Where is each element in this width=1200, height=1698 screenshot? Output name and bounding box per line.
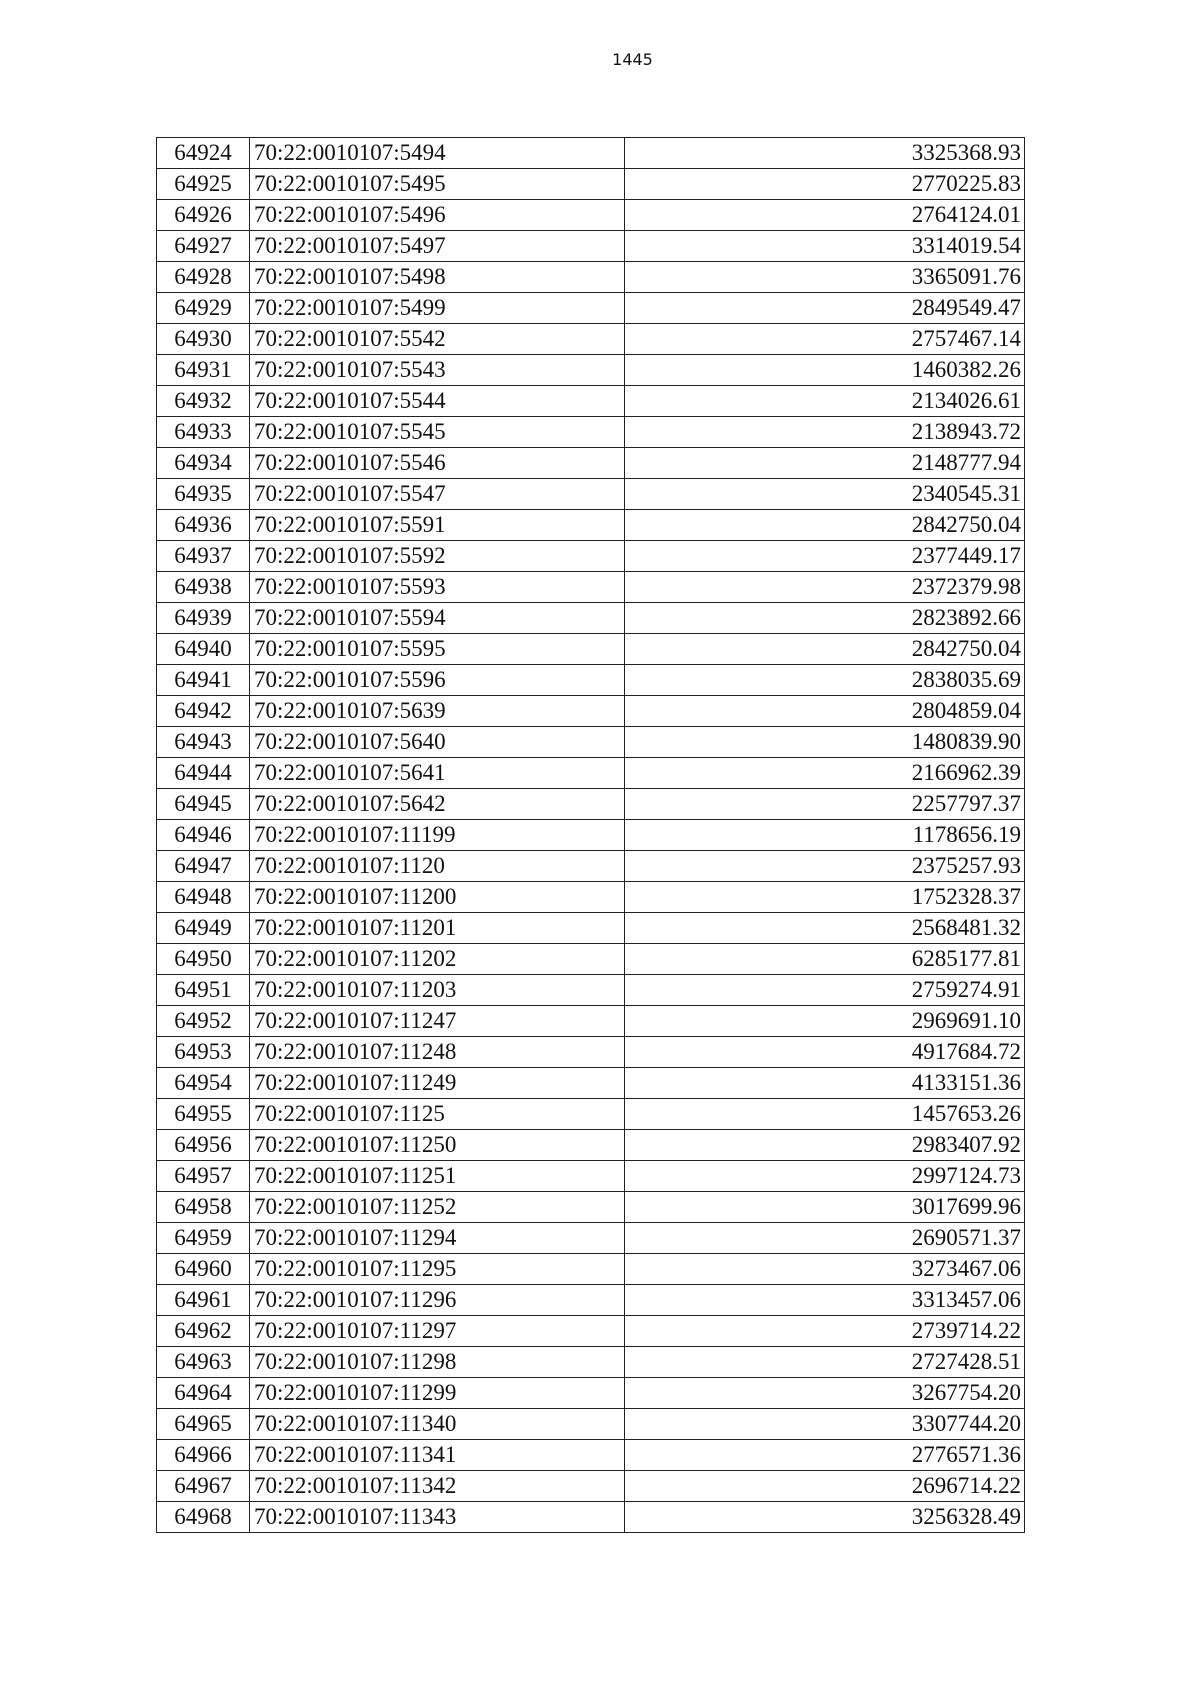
row-number-cell: 64933 <box>157 417 250 448</box>
cadastral-number-cell: 70:22:0010107:11296 <box>250 1285 625 1316</box>
cadastral-number-cell: 70:22:0010107:5498 <box>250 262 625 293</box>
cadastral-value-cell: 2759274.91 <box>625 975 1025 1006</box>
cadastral-number-cell: 70:22:0010107:11199 <box>250 820 625 851</box>
cadastral-value-cell: 1480839.90 <box>625 727 1025 758</box>
table-row <box>157 200 1025 231</box>
table-row <box>157 1006 1025 1037</box>
row-number-cell: 64963 <box>157 1347 250 1378</box>
row-number-cell: 64951 <box>157 975 250 1006</box>
cadastral-value-cell: 2727428.51 <box>625 1347 1025 1378</box>
cadastral-number-cell: 70:22:0010107:5639 <box>250 696 625 727</box>
cadastral-number-cell: 70:22:0010107:5594 <box>250 603 625 634</box>
cadastral-number-cell: 70:22:0010107:11248 <box>250 1037 625 1068</box>
row-number-cell: 64928 <box>157 262 250 293</box>
table-row <box>157 1502 1025 1533</box>
table-row <box>157 293 1025 324</box>
row-number-cell: 64936 <box>157 510 250 541</box>
cadastral-value-cell: 1457653.26 <box>625 1099 1025 1130</box>
cadastral-value-cell: 2969691.10 <box>625 1006 1025 1037</box>
cadastral-value-cell: 3325368.93 <box>625 138 1025 169</box>
cadastral-number-cell: 70:22:0010107:5495 <box>250 169 625 200</box>
table-row <box>157 1068 1025 1099</box>
cadastral-value-cell: 2166962.39 <box>625 758 1025 789</box>
cadastral-number-cell: 70:22:0010107:11203 <box>250 975 625 1006</box>
row-number-cell: 64960 <box>157 1254 250 1285</box>
cadastral-number-cell: 70:22:0010107:11341 <box>250 1440 625 1471</box>
table-row <box>157 572 1025 603</box>
cadastral-value-cell: 2257797.37 <box>625 789 1025 820</box>
cadastral-number-cell: 70:22:0010107:5641 <box>250 758 625 789</box>
cadastral-number-cell: 70:22:0010107:11202 <box>250 944 625 975</box>
cadastral-value-cell: 2134026.61 <box>625 386 1025 417</box>
table-row <box>157 727 1025 758</box>
cadastral-value-cell: 2823892.66 <box>625 603 1025 634</box>
row-number-cell: 64941 <box>157 665 250 696</box>
row-number-cell: 64932 <box>157 386 250 417</box>
cadastral-value-cell: 2375257.93 <box>625 851 1025 882</box>
cadastral-number-cell: 70:22:0010107:5546 <box>250 448 625 479</box>
cadastral-value-cell: 2838035.69 <box>625 665 1025 696</box>
table-row <box>157 665 1025 696</box>
row-number-cell: 64934 <box>157 448 250 479</box>
table-row <box>157 1254 1025 1285</box>
table-row <box>157 603 1025 634</box>
cadastral-value-cell: 3307744.20 <box>625 1409 1025 1440</box>
cadastral-value-cell: 2739714.22 <box>625 1316 1025 1347</box>
row-number-cell: 64955 <box>157 1099 250 1130</box>
table-row <box>157 1378 1025 1409</box>
row-number-cell: 64945 <box>157 789 250 820</box>
row-number-cell: 64956 <box>157 1130 250 1161</box>
cadastral-value-cell: 6285177.81 <box>625 944 1025 975</box>
cadastral-value-cell: 2849549.47 <box>625 293 1025 324</box>
cadastral-number-cell: 70:22:0010107:11294 <box>250 1223 625 1254</box>
cadastral-value-cell: 3313457.06 <box>625 1285 1025 1316</box>
table-row <box>157 510 1025 541</box>
cadastral-value-cell: 2842750.04 <box>625 634 1025 665</box>
cadastral-value-cell: 2696714.22 <box>625 1471 1025 1502</box>
cadastral-number-cell: 70:22:0010107:1120 <box>250 851 625 882</box>
row-number-cell: 64940 <box>157 634 250 665</box>
cadastral-value-cell: 3273467.06 <box>625 1254 1025 1285</box>
row-number-cell: 64966 <box>157 1440 250 1471</box>
row-number-cell: 64935 <box>157 479 250 510</box>
row-number-cell: 64962 <box>157 1316 250 1347</box>
row-number-cell: 64957 <box>157 1161 250 1192</box>
cadastral-number-cell: 70:22:0010107:11297 <box>250 1316 625 1347</box>
cadastral-number-cell: 70:22:0010107:5593 <box>250 572 625 603</box>
table-row <box>157 169 1025 200</box>
row-number-cell: 64924 <box>157 138 250 169</box>
table-row <box>157 1192 1025 1223</box>
cadastral-number-cell: 70:22:0010107:5496 <box>250 200 625 231</box>
cadastral-value-cell: 2770225.83 <box>625 169 1025 200</box>
cadastral-value-cell: 2757467.14 <box>625 324 1025 355</box>
page-number: 1445 <box>612 50 653 69</box>
row-number-cell: 64926 <box>157 200 250 231</box>
row-number-cell: 64948 <box>157 882 250 913</box>
cadastral-number-cell: 70:22:0010107:11250 <box>250 1130 625 1161</box>
cadastral-number-cell: 70:22:0010107:11340 <box>250 1409 625 1440</box>
row-number-cell: 64958 <box>157 1192 250 1223</box>
cadastral-number-cell: 70:22:0010107:5494 <box>250 138 625 169</box>
cadastral-number-cell: 70:22:0010107:5596 <box>250 665 625 696</box>
row-number-cell: 64943 <box>157 727 250 758</box>
row-number-cell: 64944 <box>157 758 250 789</box>
cadastral-number-cell: 70:22:0010107:5542 <box>250 324 625 355</box>
cadastral-value-cell: 2372379.98 <box>625 572 1025 603</box>
row-number-cell: 64946 <box>157 820 250 851</box>
table-row <box>157 913 1025 944</box>
cadastral-value-cell: 1178656.19 <box>625 820 1025 851</box>
cadastral-value-cell: 4133151.36 <box>625 1068 1025 1099</box>
cadastral-number-cell: 70:22:0010107:11249 <box>250 1068 625 1099</box>
cadastral-number-cell: 70:22:0010107:5545 <box>250 417 625 448</box>
table-row <box>157 324 1025 355</box>
table-row <box>157 1161 1025 1192</box>
cadastral-number-cell: 70:22:0010107:5591 <box>250 510 625 541</box>
row-number-cell: 64961 <box>157 1285 250 1316</box>
cadastral-value-cell: 2138943.72 <box>625 417 1025 448</box>
cadastral-number-cell: 70:22:0010107:5497 <box>250 231 625 262</box>
cadastral-value-cell: 2804859.04 <box>625 696 1025 727</box>
cadastral-value-cell: 2377449.17 <box>625 541 1025 572</box>
cadastral-value-table <box>156 137 1025 1533</box>
row-number-cell: 64949 <box>157 913 250 944</box>
row-number-cell: 64930 <box>157 324 250 355</box>
table-row <box>157 541 1025 572</box>
table-row <box>157 820 1025 851</box>
row-number-cell: 64947 <box>157 851 250 882</box>
cadastral-number-cell: 70:22:0010107:11342 <box>250 1471 625 1502</box>
cadastral-value-cell: 3017699.96 <box>625 1192 1025 1223</box>
table-body <box>157 138 1025 1533</box>
cadastral-value-cell: 4917684.72 <box>625 1037 1025 1068</box>
row-number-cell: 64954 <box>157 1068 250 1099</box>
cadastral-value-cell: 3365091.76 <box>625 262 1025 293</box>
cadastral-number-cell: 70:22:0010107:5592 <box>250 541 625 572</box>
row-number-cell: 64929 <box>157 293 250 324</box>
table-row <box>157 1409 1025 1440</box>
row-number-cell: 64952 <box>157 1006 250 1037</box>
cadastral-number-cell: 70:22:0010107:11298 <box>250 1347 625 1378</box>
table-row <box>157 355 1025 386</box>
cadastral-number-cell: 70:22:0010107:11201 <box>250 913 625 944</box>
table-row <box>157 634 1025 665</box>
cadastral-value-cell: 2764124.01 <box>625 200 1025 231</box>
table-row <box>157 1130 1025 1161</box>
row-number-cell: 64931 <box>157 355 250 386</box>
cadastral-number-cell: 70:22:0010107:11295 <box>250 1254 625 1285</box>
table-row <box>157 789 1025 820</box>
cadastral-number-cell: 70:22:0010107:5499 <box>250 293 625 324</box>
table-row <box>157 851 1025 882</box>
cadastral-number-cell: 70:22:0010107:11247 <box>250 1006 625 1037</box>
table-row <box>157 417 1025 448</box>
table-row <box>157 758 1025 789</box>
row-number-cell: 64939 <box>157 603 250 634</box>
table-row <box>157 1223 1025 1254</box>
row-number-cell: 64965 <box>157 1409 250 1440</box>
table-row <box>157 882 1025 913</box>
cadastral-number-cell: 70:22:0010107:11343 <box>250 1502 625 1533</box>
cadastral-number-cell: 70:22:0010107:5544 <box>250 386 625 417</box>
cadastral-number-cell: 70:22:0010107:5543 <box>250 355 625 386</box>
row-number-cell: 64925 <box>157 169 250 200</box>
cadastral-number-cell: 70:22:0010107:5547 <box>250 479 625 510</box>
table-row <box>157 1037 1025 1068</box>
cadastral-value-cell: 2776571.36 <box>625 1440 1025 1471</box>
cadastral-number-cell: 70:22:0010107:11200 <box>250 882 625 913</box>
cadastral-number-cell: 70:22:0010107:11251 <box>250 1161 625 1192</box>
cadastral-value-cell: 1752328.37 <box>625 882 1025 913</box>
cadastral-value-cell: 3256328.49 <box>625 1502 1025 1533</box>
cadastral-value-cell: 2690571.37 <box>625 1223 1025 1254</box>
row-number-cell: 64942 <box>157 696 250 727</box>
table-row <box>157 1285 1025 1316</box>
cadastral-number-cell: 70:22:0010107:1125 <box>250 1099 625 1130</box>
table-row <box>157 1347 1025 1378</box>
table-row <box>157 138 1025 169</box>
table-row <box>157 448 1025 479</box>
cadastral-number-cell: 70:22:0010107:5642 <box>250 789 625 820</box>
cadastral-value-cell: 2340545.31 <box>625 479 1025 510</box>
cadastral-value-cell: 2997124.73 <box>625 1161 1025 1192</box>
row-number-cell: 64938 <box>157 572 250 603</box>
table-row <box>157 1316 1025 1347</box>
cadastral-number-cell: 70:22:0010107:11299 <box>250 1378 625 1409</box>
table-row <box>157 1099 1025 1130</box>
row-number-cell: 64950 <box>157 944 250 975</box>
cadastral-value-cell: 2842750.04 <box>625 510 1025 541</box>
cadastral-table-container <box>156 137 1025 1533</box>
row-number-cell: 64927 <box>157 231 250 262</box>
cadastral-number-cell: 70:22:0010107:5595 <box>250 634 625 665</box>
cadastral-value-cell: 2983407.92 <box>625 1130 1025 1161</box>
row-number-cell: 64964 <box>157 1378 250 1409</box>
cadastral-value-cell: 2568481.32 <box>625 913 1025 944</box>
table-row <box>157 386 1025 417</box>
table-row <box>157 479 1025 510</box>
table-row <box>157 696 1025 727</box>
row-number-cell: 64953 <box>157 1037 250 1068</box>
row-number-cell: 64967 <box>157 1471 250 1502</box>
row-number-cell: 64937 <box>157 541 250 572</box>
cadastral-value-cell: 1460382.26 <box>625 355 1025 386</box>
table-row <box>157 262 1025 293</box>
cadastral-value-cell: 3314019.54 <box>625 231 1025 262</box>
table-row <box>157 975 1025 1006</box>
cadastral-value-cell: 3267754.20 <box>625 1378 1025 1409</box>
cadastral-number-cell: 70:22:0010107:11252 <box>250 1192 625 1223</box>
row-number-cell: 64968 <box>157 1502 250 1533</box>
table-row <box>157 944 1025 975</box>
table-row <box>157 1471 1025 1502</box>
table-row <box>157 1440 1025 1471</box>
table-row <box>157 231 1025 262</box>
cadastral-number-cell: 70:22:0010107:5640 <box>250 727 625 758</box>
row-number-cell: 64959 <box>157 1223 250 1254</box>
cadastral-value-cell: 2148777.94 <box>625 448 1025 479</box>
